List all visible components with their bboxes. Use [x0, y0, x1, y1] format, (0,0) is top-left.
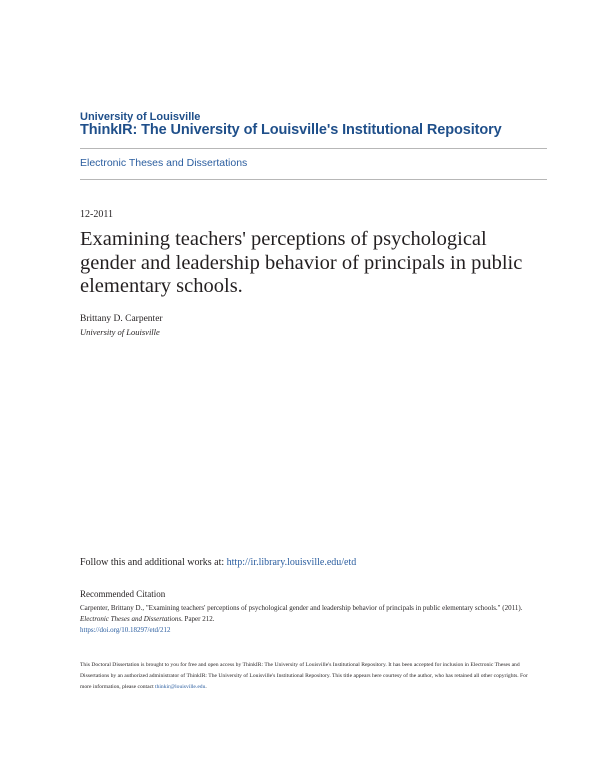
- citation-text: [80, 603, 525, 636]
- access-notice: [80, 660, 530, 693]
- citation-heading: Recommended Citation: [80, 589, 166, 599]
- citation-body: Carpenter, Brittany D., "Examining teachers' perceptions of psychological gender and leadership behavior of principals in public elementary schools." (2011).: [80, 604, 523, 612]
- doi-link[interactable]: https://doi.org/10.18297/etd/212: [80, 626, 171, 634]
- citation-paper: . Paper 212.: [181, 615, 215, 623]
- divider: [80, 179, 547, 180]
- publication-date: 12-2011: [80, 209, 113, 220]
- divider: [80, 148, 547, 149]
- follow-line: [80, 557, 356, 568]
- follow-label: Follow this and additional works at:: [80, 557, 225, 568]
- follow-link[interactable]: http://ir.library.louisville.edu/etd: [226, 557, 357, 568]
- university-name[interactable]: University of Louisville: [80, 111, 201, 123]
- notice-text: This Doctoral Dissertation is brought to you for free and open access by ThinkIR: The University of Louisville's Institutional Repository. It has been accepted for inclusion in Electronic Theses and Dissertations by an authorized administrator of ThinkIR: The University of Louisville's Institutional Repository. This title appears here courtesy of the author, who has retained all other copyrights. For more information, please contact: [80, 662, 528, 690]
- author-name: Brittany D. Carpenter: [80, 314, 163, 324]
- contact-email-link[interactable]: thinkir@louisville.edu: [155, 684, 206, 690]
- notice-end: .: [205, 684, 207, 690]
- repository-title[interactable]: ThinkIR: The University of Louisville's Institutional Repository: [80, 122, 502, 138]
- citation-series: Electronic Theses and Dissertations: [80, 615, 182, 623]
- author-affiliation: University of Louisville: [80, 327, 160, 337]
- collection-link[interactable]: Electronic Theses and Dissertations: [80, 157, 248, 169]
- document-title: Examining teachers' perceptions of psychological gender and leadership behavior of principals in public elementary schools.: [80, 228, 523, 297]
